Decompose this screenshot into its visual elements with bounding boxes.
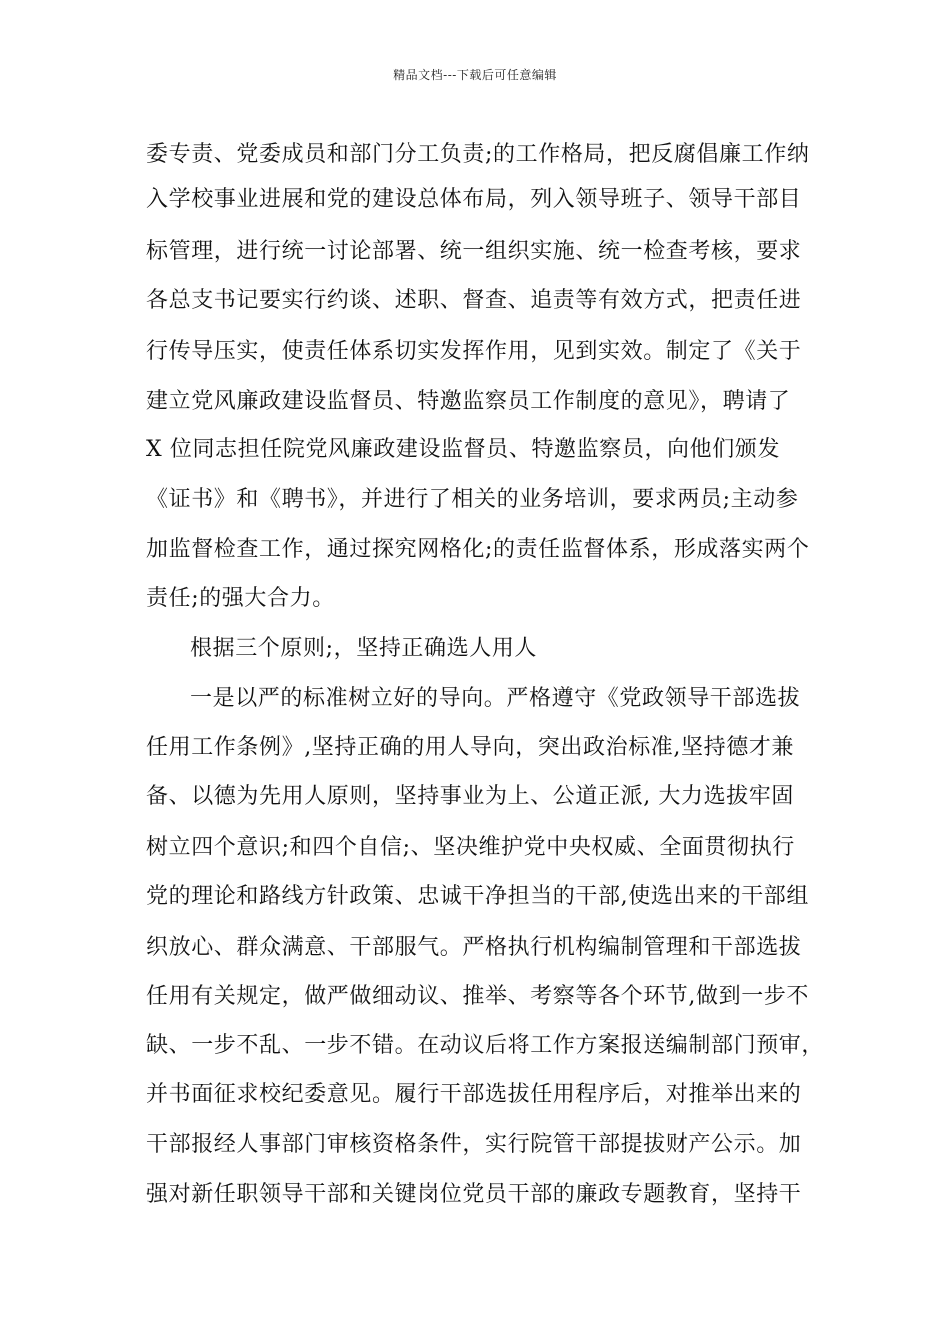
text-line: 加监督检查工作，通过探究网格化;的责任监督体系，形成落实两个 xyxy=(146,537,810,562)
text-line: X 位同志担任院党风廉政建设监督员、特邀监察员，向他们颁发 xyxy=(146,437,781,462)
text-line: 并书面征求校纪委意见。履行干部选拔任用程序后，对推举出来的 xyxy=(146,1082,802,1107)
text-line: 强对新任职领导干部和关键岗位党员干部的廉政专题教育，坚持干 xyxy=(146,1182,802,1207)
text-line: 一是以严的标准树立好的导向。严格遵守《党政领导干部选拔 xyxy=(190,686,801,711)
text-line: 备、以德为先用人原则，坚持事业为上、公道正派, 大力选拔牢固 xyxy=(146,784,794,809)
text-line: 入学校事业进展和党的建设总体布局，列入领导班子、领导干部目 xyxy=(146,187,802,212)
text-line: 《证书》和《聘书》，并进行了相关的业务培训，要求两员;主动参 xyxy=(146,487,799,512)
text-line: 标管理，进行统一讨论部署、统一组织实施、统一检查考核，要求 xyxy=(146,239,802,264)
text-line: 行传导压实，使责任体系切实发挥作用，见到实效。制定了《关于 xyxy=(146,339,802,364)
text-line: 任用有关规定，做严做细动议、推举、考察等各个环节,做到一步不 xyxy=(146,984,809,1009)
text-line: 干部报经人事部门审核资格条件，实行院管干部提拔财产公示。加 xyxy=(146,1132,802,1157)
text-line: 树立四个意识;和四个自信;、坚决维护党中央权威、全面贯彻执行 xyxy=(146,835,795,860)
text-line: 委专责、党委成员和部门分工负责;的工作格局，把反腐倡廉工作纳 xyxy=(146,142,810,167)
text-line: 根据三个原则;，坚持正确选人用人 xyxy=(190,636,538,661)
text-line: 党的理论和路线方针政策、忠诚干净担当的干部,使选出来的干部组 xyxy=(146,884,809,909)
text-line: 责任;的强大合力。 xyxy=(146,586,335,611)
text-line: 建立党风廉政建设监督员、特邀监察员工作制度的意见》，聘请了 xyxy=(146,389,791,414)
page-header: 精品文档---下载后可任意编辑 xyxy=(393,68,557,82)
text-line: 各总支书记要实行约谈、述职、督查、追责等有效方式，把责任进 xyxy=(146,288,802,313)
text-line: 织放心、群众满意、干部服气。严格执行机构编制管理和干部选拔 xyxy=(146,935,802,960)
text-line: 缺、一步不乱、一步不错。在动议后将工作方案报送编制部门预审， xyxy=(146,1033,825,1058)
text-line: 任用工作条例》,坚持正确的用人导向，突出政治标准,坚持德才兼 xyxy=(146,735,794,760)
